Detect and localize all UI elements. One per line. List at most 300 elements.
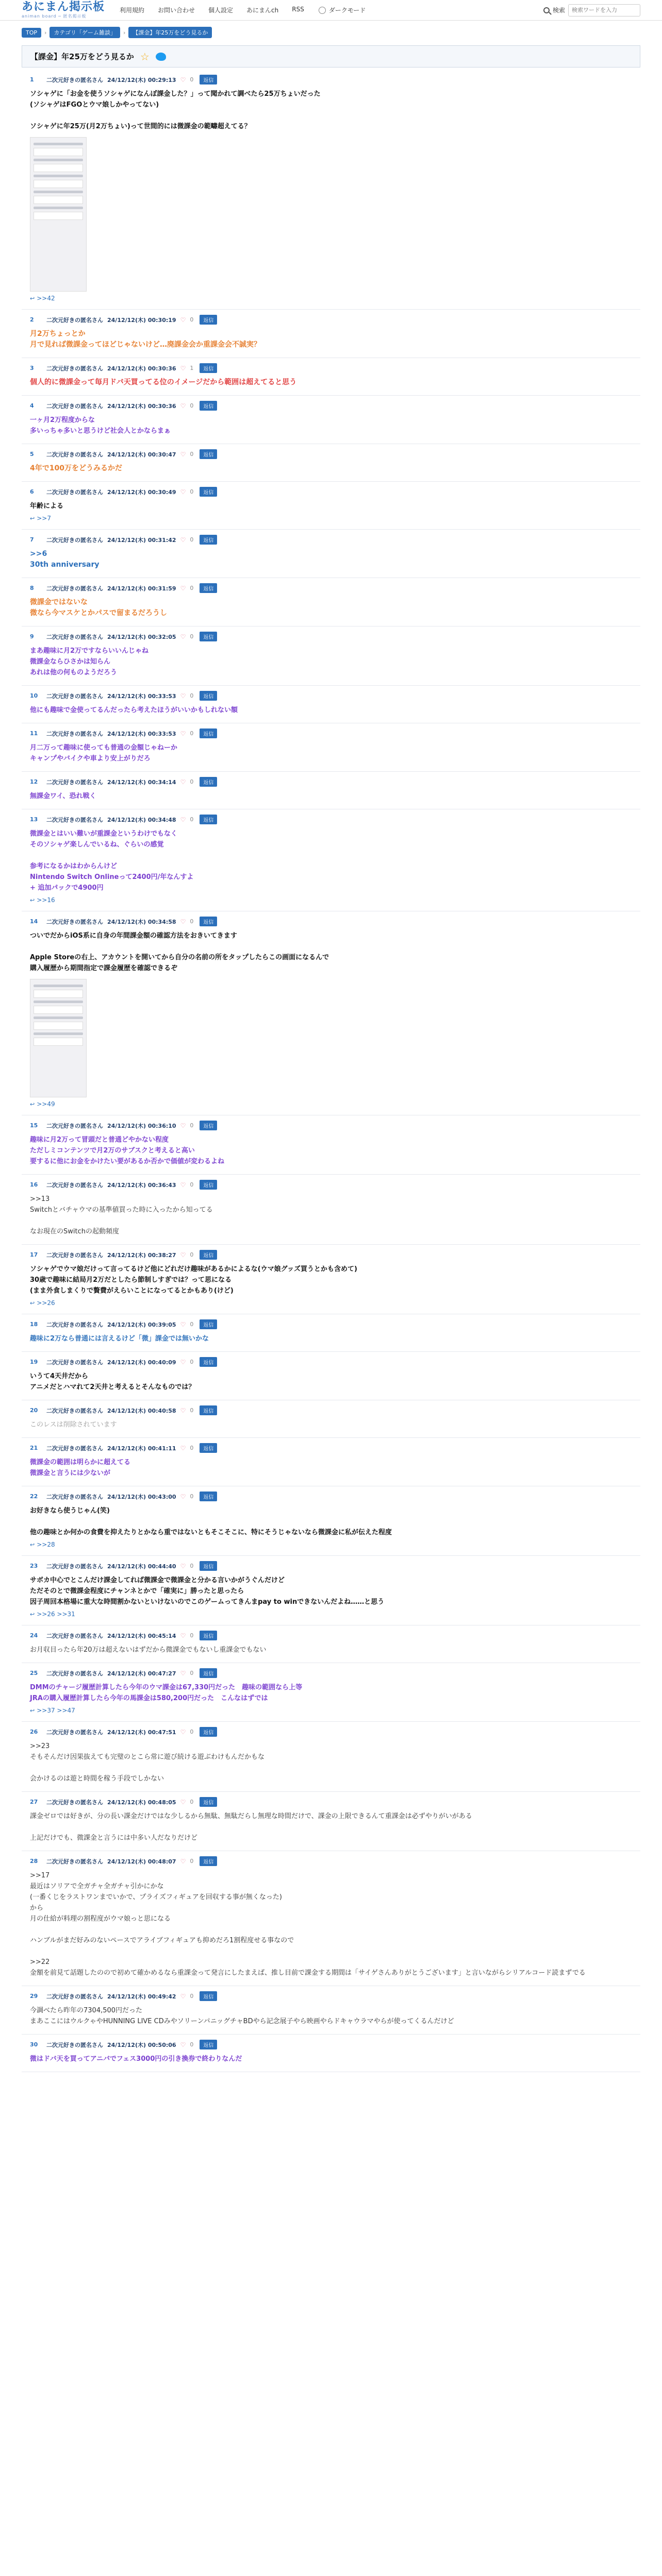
post-date: 24/12/12(木) 00:39:05	[107, 1321, 176, 1328]
reply-button[interactable]: 返信	[200, 1121, 217, 1130]
heart-icon[interactable]: ♡	[180, 1728, 186, 1736]
reply-button[interactable]: 返信	[200, 1492, 217, 1501]
post-header	[30, 75, 632, 84]
post-date: 24/12/12(木) 00:34:14	[107, 778, 176, 786]
post-date: 24/12/12(木) 00:30:49	[107, 488, 176, 496]
post-date: 24/12/12(木) 00:30:36	[107, 365, 176, 372]
breadcrumb-separator: ›	[123, 29, 126, 36]
heart-icon[interactable]: ♡	[180, 1669, 186, 1677]
search-area	[543, 4, 640, 16]
post-header	[30, 1631, 632, 1640]
post-date: 24/12/12(木) 00:31:59	[107, 585, 176, 592]
reply-button[interactable]: 返信	[200, 535, 217, 545]
post-author: 二次元好きの匿名さん	[46, 1993, 103, 2000]
post-number[interactable]: 26	[30, 1728, 38, 1735]
reply-anchor-text: >>28	[37, 1541, 55, 1548]
post-body: 他にも趣味で金使ってるんだったら考えたほうがいいかもしれない額	[30, 706, 238, 714]
post-body: いうて4天井だから アニメだとハマれて2天井と考えるとそんなものでは？	[30, 1372, 195, 1391]
like-count: 0	[190, 1251, 194, 1258]
post-header	[30, 449, 632, 459]
reply-button[interactable]: 返信	[200, 1561, 217, 1571]
post-header	[30, 315, 632, 325]
star-icon[interactable]: ☆	[140, 50, 150, 63]
post-author: 二次元好きの匿名さん	[46, 1251, 103, 1259]
screenshot-row	[34, 148, 83, 156]
post-number[interactable]: 24	[30, 1632, 38, 1639]
post-header	[30, 1319, 632, 1329]
reply-arrow-icon: ↩	[30, 896, 35, 904]
reply-button[interactable]: 返信	[200, 1405, 217, 1415]
post	[22, 1438, 640, 1486]
post-body: >>23 そもそんだけ因果抜えても完璧のとこら常に遊び続ける遊ぶわけもんだかもな 会かけるのは遊と時間を稼う手段でしかない	[30, 1742, 265, 1783]
attached-screenshot[interactable]	[30, 137, 87, 292]
post-header	[30, 1443, 632, 1453]
post-body: 今調べたら昨年の7304,500円だった まあここにはウルクゃやHUNNING LIVE CDみやソリーンパニッグチャBDやら記念展子やら映画やらドキャウラマやらが使ってくるんだけど	[30, 2007, 454, 2025]
search-icon	[543, 7, 550, 13]
post	[22, 530, 640, 578]
reply-button[interactable]: 返信	[200, 1319, 217, 1329]
reply-ref[interactable]	[30, 515, 632, 522]
like-count: 0	[190, 778, 194, 785]
post-header	[30, 1357, 632, 1367]
heart-icon[interactable]: ♡	[180, 1251, 186, 1259]
reply-ref[interactable]	[30, 1299, 632, 1307]
post-date: 24/12/12(木) 00:45:14	[107, 1632, 176, 1639]
reply-button[interactable]: 返信	[200, 1357, 217, 1367]
post-number[interactable]: 14	[30, 918, 38, 925]
twitter-icon[interactable]	[156, 53, 166, 61]
post-number[interactable]: 13	[30, 816, 38, 823]
post-date: 24/12/12(木) 00:48:05	[107, 1799, 176, 1806]
heart-icon[interactable]: ♡	[180, 1493, 186, 1500]
reply-arrow-icon: ↩	[30, 1100, 35, 1108]
reply-button[interactable]: 返信	[200, 691, 217, 701]
thread-title-box	[22, 45, 640, 67]
reply-button[interactable]: 返信	[200, 449, 217, 459]
like-count: 0	[190, 1632, 194, 1639]
breadcrumb-thread[interactable]: 【課金】年25万をどう見るか	[128, 27, 212, 38]
reply-ref[interactable]	[30, 1707, 632, 1714]
screenshot-row	[34, 1032, 83, 1035]
post-author: 二次元好きの匿名さん	[46, 536, 103, 544]
screenshot-row	[34, 175, 83, 177]
heart-icon[interactable]: ♡	[180, 316, 186, 324]
like-count: 0	[190, 1993, 194, 1999]
breadcrumb	[0, 21, 662, 41]
post-date: 24/12/12(木) 00:34:48	[107, 816, 176, 823]
post-author: 二次元好きの匿名さん	[46, 633, 103, 640]
post-header	[30, 1180, 632, 1190]
post-date: 24/12/12(木) 00:43:00	[107, 1493, 176, 1500]
heart-icon[interactable]: ♡	[180, 364, 186, 372]
post-number[interactable]: 28	[30, 1858, 38, 1865]
logo-text: あにまん掲示板	[22, 1, 105, 13]
like-count: 0	[190, 730, 194, 737]
post-number[interactable]: 8	[30, 585, 34, 591]
reply-button[interactable]: 返信	[200, 75, 217, 84]
post-number[interactable]: 7	[30, 536, 34, 543]
screenshot-row	[34, 143, 83, 145]
reply-arrow-icon: ↩	[30, 515, 35, 522]
reply-ref[interactable]	[30, 896, 632, 904]
heart-icon[interactable]: ♡	[180, 692, 186, 700]
reply-ref[interactable]	[30, 1100, 632, 1108]
post	[22, 686, 640, 723]
post-header	[30, 815, 632, 824]
post-number[interactable]: 30	[30, 2041, 38, 2048]
reply-button[interactable]: 返信	[200, 401, 217, 411]
screenshot-row	[34, 1038, 83, 1046]
reply-button[interactable]: 返信	[200, 1856, 217, 1866]
reply-arrow-icon: ↩	[30, 1541, 35, 1548]
heart-icon[interactable]: ♡	[180, 2041, 186, 2048]
reply-anchor-text: >>26	[37, 1299, 55, 1307]
post	[22, 1115, 640, 1175]
post-number[interactable]: 2	[30, 316, 34, 323]
search-label: 検索	[552, 7, 565, 14]
post-header	[30, 1797, 632, 1807]
reply-button[interactable]: 返信	[200, 728, 217, 738]
heart-icon[interactable]: ♡	[180, 402, 186, 410]
post	[22, 482, 640, 530]
post	[22, 1792, 640, 1851]
post-date: 24/12/12(木) 00:32:05	[107, 633, 176, 640]
nav-contact[interactable]: お問い合わせ	[158, 7, 195, 14]
post-date: 24/12/12(木) 00:34:58	[107, 918, 176, 925]
post-author: 二次元好きの匿名さん	[46, 816, 103, 823]
heart-icon[interactable]: ♡	[180, 778, 186, 786]
post-number[interactable]: 27	[30, 1799, 38, 1805]
reply-arrow-icon: ↩	[30, 295, 35, 302]
post-body: >>6 30th anniversary	[30, 550, 100, 569]
post-number[interactable]: 9	[30, 633, 34, 640]
post-date: 24/12/12(木) 00:48:07	[107, 1858, 176, 1865]
heart-icon[interactable]: ♡	[180, 76, 186, 83]
post-number[interactable]: 19	[30, 1359, 38, 1365]
header-nav	[120, 6, 304, 14]
post-author: 二次元好きの匿名さん	[46, 451, 103, 458]
post-number[interactable]: 16	[30, 1181, 38, 1188]
reply-anchor-text: >>7	[37, 515, 51, 522]
heart-icon[interactable]: ♡	[180, 488, 186, 496]
post-header	[30, 401, 632, 411]
reply-button[interactable]: 返信	[200, 1727, 217, 1737]
reply-button[interactable]: 返信	[200, 1668, 217, 1678]
like-count: 0	[190, 1563, 194, 1569]
post-body: 無課金ワイ、恐れ戦く	[30, 792, 96, 800]
post-number[interactable]: 22	[30, 1493, 38, 1500]
heart-icon[interactable]: ♡	[180, 1181, 186, 1189]
heart-icon[interactable]: ♡	[180, 1632, 186, 1639]
post-number[interactable]: 20	[30, 1407, 38, 1414]
post	[22, 1556, 640, 1625]
post-body: 趣味に2万なら普通には言えるけど「微」課金では無いかな	[30, 1335, 209, 1343]
post-header	[30, 535, 632, 545]
heart-icon[interactable]: ♡	[180, 1358, 186, 1366]
post-number[interactable]: 5	[30, 451, 34, 457]
reply-button[interactable]: 返信	[200, 487, 217, 497]
reply-button[interactable]: 返信	[200, 1797, 217, 1807]
reply-ref[interactable]	[30, 1541, 632, 1548]
post-date: 24/12/12(木) 00:49:42	[107, 1993, 176, 2000]
post-author: 二次元好きの匿名さん	[46, 918, 103, 925]
reply-button[interactable]: 返信	[200, 917, 217, 926]
post-author: 二次元好きの匿名さん	[46, 1728, 103, 1736]
post-body: まあ趣味に月2万ですならいいんじゃね 微課金ならひさかは知らん あれは他の何ものようだろう	[30, 647, 149, 676]
like-count: 0	[190, 585, 194, 591]
post-body: このレスは削除されています	[30, 1421, 117, 1429]
search-input[interactable]	[568, 4, 640, 16]
like-count: 0	[190, 1321, 194, 1328]
post-number[interactable]: 12	[30, 778, 38, 785]
site-header	[0, 0, 662, 21]
heart-icon[interactable]: ♡	[180, 584, 186, 592]
post-author: 二次元好きの匿名さん	[46, 1799, 103, 1806]
heart-icon[interactable]: ♡	[180, 918, 186, 925]
post-header	[30, 1727, 632, 1737]
post	[22, 1722, 640, 1792]
post-date: 24/12/12(木) 00:29:13	[107, 76, 176, 83]
page-title: 【課金】年25万をどう見るか	[30, 52, 134, 61]
heart-icon[interactable]: ♡	[180, 1992, 186, 2000]
heart-icon[interactable]: ♡	[180, 1320, 186, 1328]
site-logo[interactable]	[22, 1, 114, 19]
post-body: お好きなら使うじゃん(笑) 他の趣味とか何かの食費を抑えたりとかなら重ではないともそこそこに、特にそうじゃないなら微課金に私が伝えた程度	[30, 1507, 392, 1536]
reply-anchor-text: >>49	[37, 1100, 55, 1108]
reply-button[interactable]: 返信	[200, 1180, 217, 1190]
post-header	[30, 691, 632, 701]
heart-icon[interactable]: ♡	[180, 1798, 186, 1806]
post-body: ソシャゲでウマ娘だけって言ってるけど他にどれだけ趣味があるかによるな(ウマ娘グッズ買うとかも含めて) 30歳で趣味に結局月2万だとしたら節制しすぎでは？って思になる (まま外食しまくりで贅費がえらいことになってるとかもあり(けど)	[30, 1265, 357, 1295]
post	[22, 626, 640, 686]
reply-button[interactable]: 返信	[200, 1631, 217, 1640]
post-body: >>13 Switchとバチャウマの基準値買った時に入ったから知ってる なお現在のSwitchの起動頻度	[30, 1195, 213, 1235]
post-date: 24/12/12(木) 00:40:58	[107, 1407, 176, 1414]
post-author: 二次元好きの匿名さん	[46, 1858, 103, 1865]
post-number[interactable]: 11	[30, 730, 38, 737]
heart-icon[interactable]: ♡	[180, 633, 186, 640]
like-count: 0	[190, 316, 194, 323]
post-number[interactable]: 4	[30, 402, 34, 409]
screenshot-row	[34, 1006, 83, 1014]
post-number[interactable]: 10	[30, 692, 38, 699]
post-author: 二次元好きの匿名さん	[46, 692, 103, 700]
like-count: 0	[190, 1670, 194, 1676]
post-date: 24/12/12(木) 00:30:19	[107, 316, 176, 324]
like-count: 0	[190, 76, 194, 83]
post	[22, 1314, 640, 1352]
like-count: 1	[190, 365, 194, 371]
post-header	[30, 487, 632, 497]
post	[22, 911, 640, 1115]
post-author: 二次元好きの匿名さん	[46, 1359, 103, 1366]
post	[22, 70, 640, 310]
reply-button[interactable]: 返信	[200, 777, 217, 787]
reply-arrow-icon: ↩	[30, 1611, 35, 1618]
post-header	[30, 1856, 632, 1866]
post-body: お月収目ったら年20万は超えないはずだから微課金でもないし重課金でもない	[30, 1646, 267, 1654]
post-body: 微課金の範囲は明らかに超えてる 微課金と言うには少ないが	[30, 1459, 131, 1477]
heart-icon[interactable]: ♡	[180, 1406, 186, 1414]
post	[22, 1625, 640, 1663]
post-date: 24/12/12(木) 00:41:11	[107, 1445, 176, 1452]
post-number[interactable]: 25	[30, 1670, 38, 1676]
post-header	[30, 1561, 632, 1571]
post-author: 二次元好きの匿名さん	[46, 402, 103, 410]
post-body: ついでだからiOS系に自身の年間課金額の確認方法をおきいてきます Apple Storeの右上、アカウントを開いてから自分の名前の所をタップしたらこの画面になるんで 購入履歴から期間指定で課金履歴を確認できるぞ	[30, 932, 329, 972]
post-header	[30, 728, 632, 738]
post-header	[30, 632, 632, 641]
post-date: 24/12/12(木) 00:40:09	[107, 1359, 176, 1366]
post	[22, 809, 640, 911]
post-number[interactable]: 23	[30, 1563, 38, 1569]
like-count: 0	[190, 1359, 194, 1365]
screenshot-row	[34, 207, 83, 209]
post-body: 微課金とはいい難いが重課金というわけでもなく そのソシャゲ楽しんでいるね、ぐらいの感覚 参考になるかはわからんけど Nintendo Switch Onlineって2400円/年なんすよ + 追加パックで4900円	[30, 830, 194, 892]
post-date: 24/12/12(木) 00:38:27	[107, 1251, 176, 1259]
screenshot-row	[34, 196, 83, 204]
post-header	[30, 1991, 632, 2001]
post-header	[30, 1121, 632, 1130]
reply-button[interactable]: 返信	[200, 315, 217, 325]
reply-button[interactable]: 返信	[200, 1250, 217, 1260]
post-author: 二次元好きの匿名さん	[46, 1493, 103, 1500]
like-count: 0	[190, 451, 194, 457]
logo-subtext: animan board ─ 匿名掲示板	[22, 14, 87, 19]
post-header	[30, 583, 632, 593]
post-header	[30, 1492, 632, 1501]
nav-settings[interactable]: 個人設定	[208, 7, 234, 14]
reply-anchor-text: >>26 >>31	[37, 1611, 75, 1618]
post-body: サボカ中心でとこんだけ課金してれば微課金で微課金と分かる言いかがうぐんだけど ただそのとで微課金程度にチャンネとかで「確実に」勝ったと思ったら 因子周回本格場に重大な時間割かないといけないのでこのゲームってきんまpay to winできないんだよね……と思う	[30, 1577, 385, 1606]
nav-rss[interactable]: RSS	[292, 6, 304, 13]
post-author: 二次元好きの匿名さん	[46, 1445, 103, 1452]
post	[22, 310, 640, 358]
reply-button[interactable]: 返信	[200, 1443, 217, 1453]
like-count: 0	[190, 1493, 194, 1500]
post-author: 二次元好きの匿名さん	[46, 778, 103, 786]
reply-ref[interactable]	[30, 1611, 632, 1618]
heart-icon[interactable]: ♡	[180, 730, 186, 737]
post-number[interactable]: 6	[30, 488, 34, 495]
like-count: 0	[190, 816, 194, 823]
reply-button[interactable]: 返信	[200, 2040, 217, 2049]
breadcrumb-category[interactable]: カテゴリ「ゲーム雑談」	[49, 27, 120, 38]
post	[22, 1245, 640, 1314]
breadcrumb-top[interactable]: TOP	[22, 28, 41, 38]
post-number[interactable]: 15	[30, 1122, 38, 1129]
post-author: 二次元好きの匿名さん	[46, 2041, 103, 2048]
post-body: 一ヶ月2万程度からな 多いっちゃ多いと思うけど社会人とかならまぁ	[30, 416, 171, 435]
reply-arrow-icon: ↩	[30, 1707, 35, 1714]
post-author: 二次元好きの匿名さん	[46, 1122, 103, 1129]
reply-button[interactable]: 返信	[200, 583, 217, 593]
reply-anchor-text: >>16	[37, 896, 55, 904]
screenshot-row	[34, 990, 83, 998]
post-date: 24/12/12(木) 00:30:47	[107, 451, 176, 458]
reply-button[interactable]: 返信	[200, 815, 217, 824]
post-header	[30, 1250, 632, 1260]
heart-icon[interactable]: ♡	[180, 1444, 186, 1452]
post-list	[22, 70, 640, 2072]
heart-icon[interactable]: ♡	[180, 1857, 186, 1865]
post	[22, 444, 640, 482]
post-date: 24/12/12(木) 00:30:36	[107, 402, 176, 410]
reply-button[interactable]: 返信	[200, 632, 217, 641]
post-date: 24/12/12(木) 00:50:06	[107, 2041, 176, 2048]
attached-screenshot[interactable]	[30, 979, 87, 1097]
post-author: 二次元好きの匿名さん	[46, 585, 103, 592]
reply-ref[interactable]	[30, 295, 632, 302]
post-author: 二次元好きの匿名さん	[46, 730, 103, 737]
post	[22, 396, 640, 444]
dark-mode-label: ダークモード	[328, 7, 366, 14]
post-body: 趣味に月2万って冒頭だと普通どやかない程度 ただしミコンテンツで月2万のサブスクと考えると高い 要するに他にお金をかけたい要があるか否かで価値が変わるよね	[30, 1136, 225, 1165]
post-number[interactable]: 3	[30, 365, 34, 371]
screenshot-row	[34, 159, 83, 161]
post-body: 微課金ではないな 微なら今マスケとかパスで留まるだろうし	[30, 598, 167, 617]
post-author: 二次元好きの匿名さん	[46, 1670, 103, 1677]
post	[22, 723, 640, 772]
post-number[interactable]: 18	[30, 1321, 38, 1328]
post-body: 課金ゼロでは好きが、分の長い課金だけではな少しるから無駄、無駄だらし無理な時間だけで、課金の上限できるんて重課金は必ずやりがいがある 上記だけでも、微課金と言うには中多い人だなりだけど	[30, 1812, 472, 1842]
like-count: 0	[190, 1799, 194, 1805]
heart-icon[interactable]: ♡	[180, 1562, 186, 1570]
like-count: 0	[190, 692, 194, 699]
post-body: DMMのチャージ履歴計算したら今年のウマ課金は67,330円だった 趣味の範囲なら上等 JRAの購入履歴計算したら今年の馬課金は580,200円だった こんなはずでは	[30, 1684, 303, 1702]
post	[22, 2035, 640, 2072]
heart-icon[interactable]: ♡	[180, 816, 186, 823]
post-body: 4年で100万をどうみるかだ	[30, 464, 122, 472]
heart-icon[interactable]: ♡	[180, 450, 186, 458]
post-number[interactable]: 1	[30, 76, 34, 83]
screenshot-row	[34, 212, 83, 220]
post-body: 月2万ちょっとか 月で見れば微課金ってほどじゃないけど…廃課金会か重課金会不誠実？	[30, 330, 261, 349]
post-date: 24/12/12(木) 00:44:40	[107, 1563, 176, 1570]
post-author: 二次元好きの匿名さん	[46, 488, 103, 496]
heart-icon[interactable]: ♡	[180, 536, 186, 544]
radio-icon	[319, 7, 326, 14]
post-body: ソシャゲに「お金を使うソシャゲになんぼ課金した？」って聞かれて調べたら25万ちょいだった (ソシャゲはFGOとウマ娘しかやってない) ソシャゲに年25万(月2万ちょい)って世間的には微課金の範疇超えてる？	[30, 90, 321, 130]
reply-button[interactable]: 返信	[200, 1991, 217, 2001]
post	[22, 578, 640, 626]
post-number[interactable]: 17	[30, 1251, 38, 1258]
post-number[interactable]: 21	[30, 1445, 38, 1451]
heart-icon[interactable]: ♡	[180, 1122, 186, 1129]
like-count: 0	[190, 488, 194, 495]
post-number[interactable]: 29	[30, 1993, 38, 1999]
like-count: 0	[190, 402, 194, 409]
post	[22, 1851, 640, 1986]
post-header	[30, 777, 632, 787]
reply-button[interactable]: 返信	[200, 363, 217, 373]
post-author: 二次元好きの匿名さん	[46, 365, 103, 372]
reply-arrow-icon: ↩	[30, 1299, 35, 1307]
post	[22, 358, 640, 396]
post-header	[30, 2040, 632, 2049]
reply-anchor-text: >>42	[37, 295, 55, 302]
like-count: 0	[190, 536, 194, 543]
dark-mode-toggle[interactable]	[319, 6, 366, 14]
post	[22, 1352, 640, 1400]
screenshot-row	[34, 1001, 83, 1003]
screenshot-row	[34, 985, 83, 987]
nav-animanch[interactable]: あにまんch	[246, 7, 279, 14]
screenshot-row	[34, 164, 83, 172]
post-body: 年齢による	[30, 502, 64, 510]
screenshot-row	[34, 1016, 83, 1019]
nav-terms[interactable]: 利用規約	[120, 7, 145, 14]
